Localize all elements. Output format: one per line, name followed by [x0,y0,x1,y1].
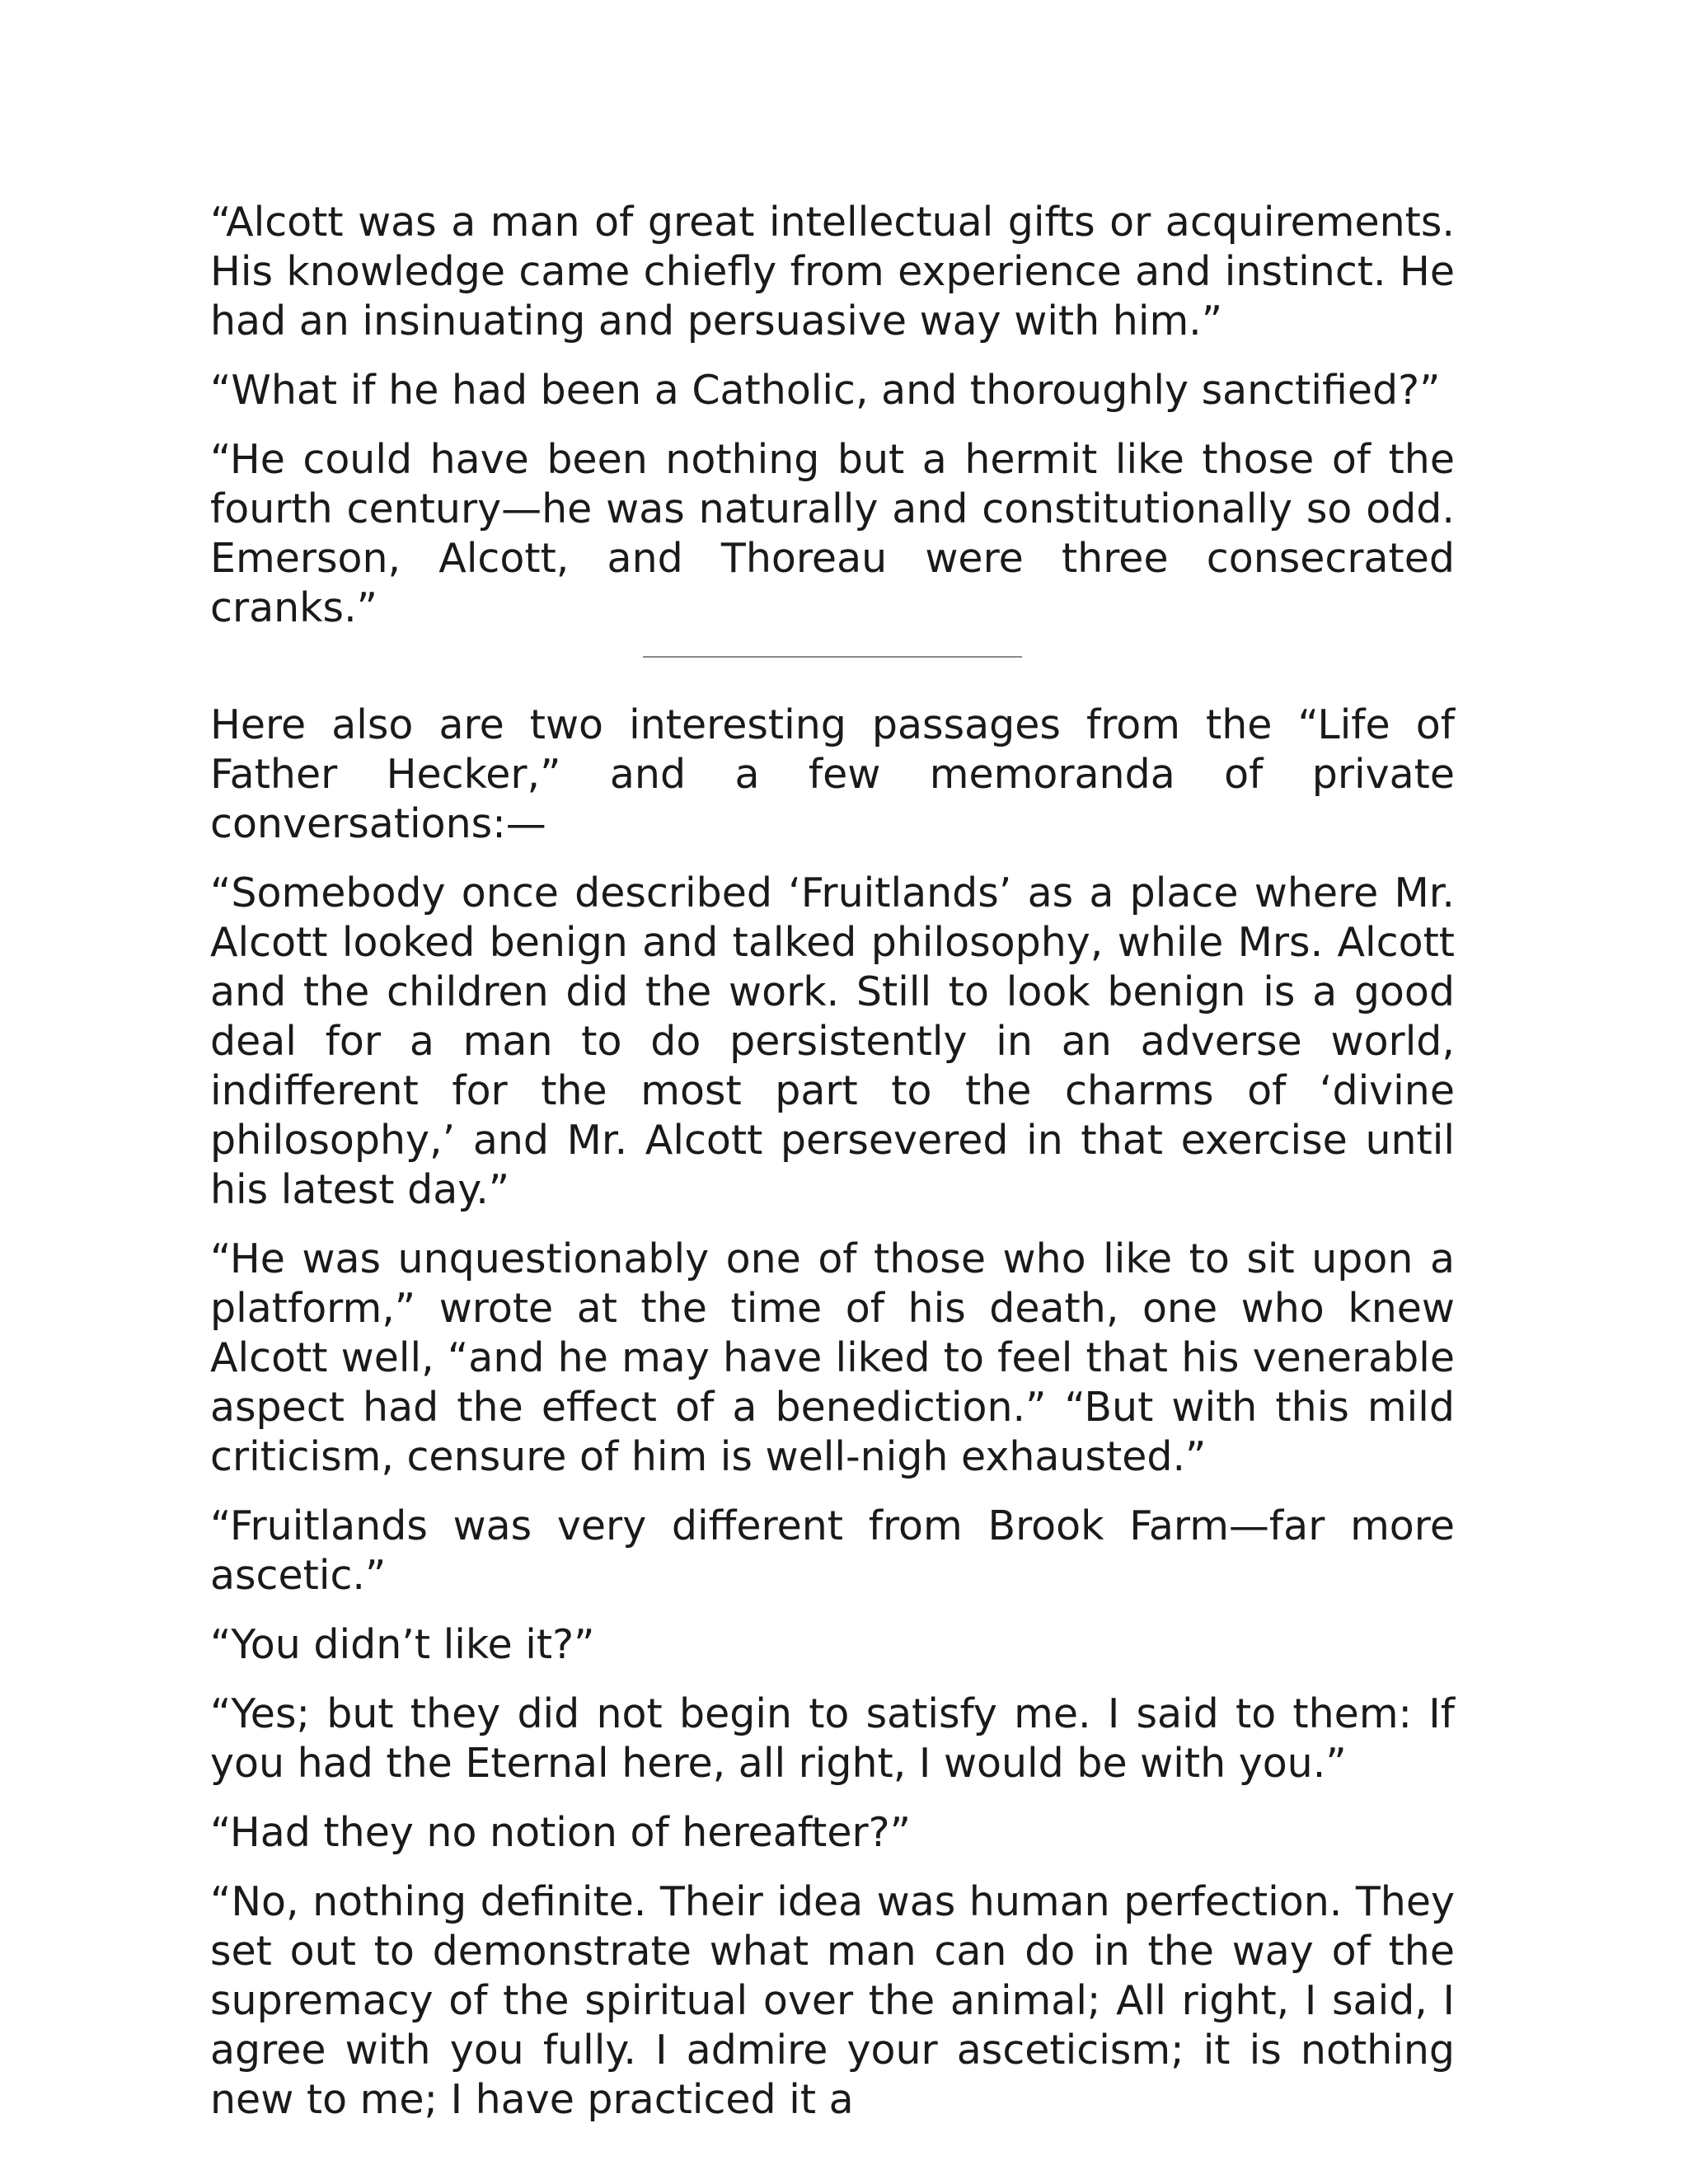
paragraph: “Fruitlands was very different from Brook Farm—far more ascetic.” [210,1502,1455,1599]
paragraph: “He could have been nothing but a hermit like those of the fourth century—he was naturally and constitutionally so odd. Emerson, Alcott, and Thoreau were three consecrated cranks.” [210,436,1455,631]
section-two [210,701,1455,2125]
paragraph: “He was unquestionably one of those who like to sit upon a platform,” wrote at the time of his death, one who knew Alcott well, “and he may have liked to feel that his venerable aspect had the effect of a benediction.” “But with this mild criticism, censure of him is well-nigh exhausted.” [210,1235,1455,1480]
section-divider [643,656,1022,658]
paragraph: Here also are two interesting passages from the “Life of Father Hecker,” and a few memoranda of private conversations:— [210,701,1455,847]
paragraph: “What if he had been a Catholic, and thoroughly sanctified?” [210,367,1441,414]
paragraph: “You didn’t like it?” [210,1621,595,1668]
paragraph: “Somebody once described ‘Fruitlands’ as a place where Mr. Alcott looked benign and talked philosophy, while Mrs. Alcott and the children did the work. Still to look benign is a good deal for a man to do persistently in an adverse world, indifferent for the most part to the charms of ‘divine philosophy,’ and Mr. Alcott persevered in that exercise until his latest day.” [210,869,1455,1213]
section-one [210,198,1455,633]
paragraph: “No, nothing definite. Their idea was human perfection. They set out to demonstrate what man can do in the way of the supremacy of the spiritual over the animal; All right, I said, I agree with you fully. I admire your asceticism; it is nothing new to me; I have practiced it a [210,1878,1455,2123]
paragraph: “Alcott was a man of great intellectual gifts or acquirements. His knowledge came chiefly from experience and instinct. He had an insinuating and persuasive way with him.” [210,199,1455,344]
paragraph: “Yes; but they did not begin to satisfy me. I said to them: If you had the Eternal here, all right, I would be with you.” [210,1690,1455,1787]
document-page [210,198,1455,2144]
paragraph: “Had they no notion of hereafter?” [210,1809,912,1856]
